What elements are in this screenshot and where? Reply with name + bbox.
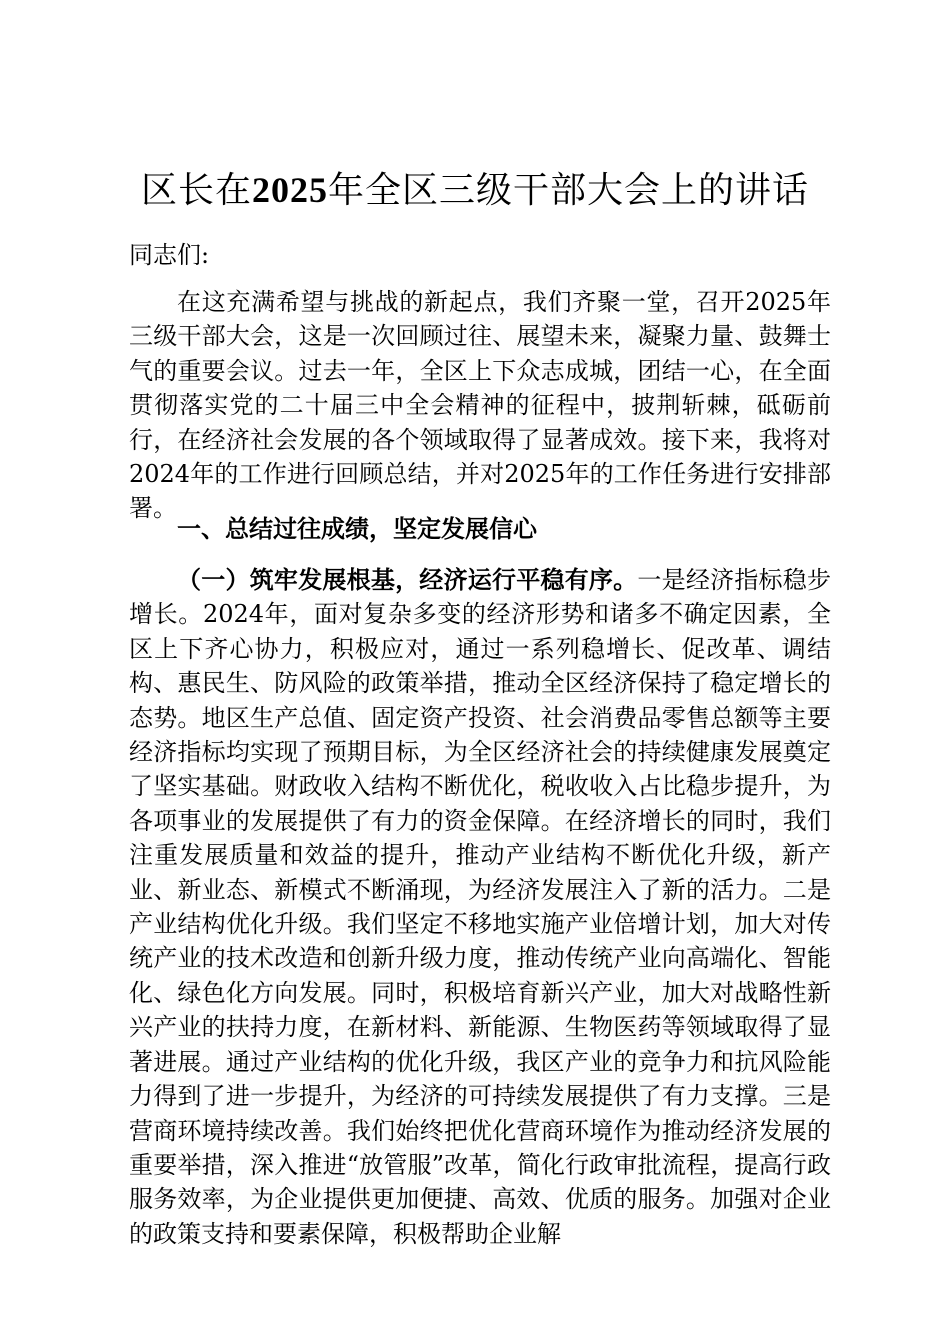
salutation: 同志们: [129, 241, 210, 269]
subsection-heading: （一）筑牢发展根基，经济运行平稳有序。 [177, 566, 638, 594]
title-prefix: 区长在 [140, 170, 252, 211]
page-title [0, 164, 950, 217]
title-suffix: 年全区三级干部大会上的讲话 [328, 170, 810, 211]
subsection-body: 一是经济指标稳步增长。2024年，面对复杂多变的经济形势和诸多不确定因素，全区上下齐心协力，积极应对，通过一系列稳增长、促改革、调结构、惠民生、防风险的政策举措，推动全区经济保持了稳定增长的态势。地区生产总值、固定资产投资、社会消费品零售总额等主要经济指标均实现了预期目标，为全区经济社会的持续健康发展奠定了坚实基础。财政收入结构不断优化，税收收入占比稳步提升，为各项事业的发展提供了有力的资金保障。在经济增长的同时，我们注重发展质量和效益的提升，推动产业结构不断优化升级，新产业、新业态、新模式不断涌现，为经济发展注入了新的活力。二是产业结构优化升级。我们坚定不移地实施产业倍增计划，加大对传统产业的技术改造和创新升级力度，推动传统产业向高端化、智能化、绿色化方向发展。同时，积极培育新兴产业，加大对战略性新兴产业的扶持力度，在新材料、新能源、生物医药等领域取得了显著进展。通过产业结构的优化升级，我区产业的竞争力和抗风险能力得到了进一步提升，为经济的可持续发展提供了有力支撑。三是营商环境持续改善。我们始终把优化营商环境作为推动经济发展的重要举措，深入推进“放管服”改革，简化行政审批流程，提高行政服务效率，为企业提供更加便捷、高效、优质的服务。加强对企业的政策支持和要素保障，积极帮助企业解 [129, 566, 832, 1248]
intro-paragraph: 在这充满希望与挑战的新起点，我们齐聚一堂，召开2025年三级干部大会，这是一次回顾过往、展望未来，凝聚力量、鼓舞士气的重要会议。过去一年，全区上下众志成城，团结一心，在全面贯彻落实党的二十届三中全会精神的征程中，披荆斩棘，砥砺前行，在经济社会发展的各个领域取得了显著成效。接下来，我将对2024年的工作进行回顾总结，并对2025年的工作任务进行安排部署。 [129, 288, 831, 523]
section-heading: 一、总结过往成绩，坚定发展信心 [177, 515, 537, 543]
section-paragraph [129, 563, 832, 1248]
title-year: 2025 [252, 170, 328, 210]
